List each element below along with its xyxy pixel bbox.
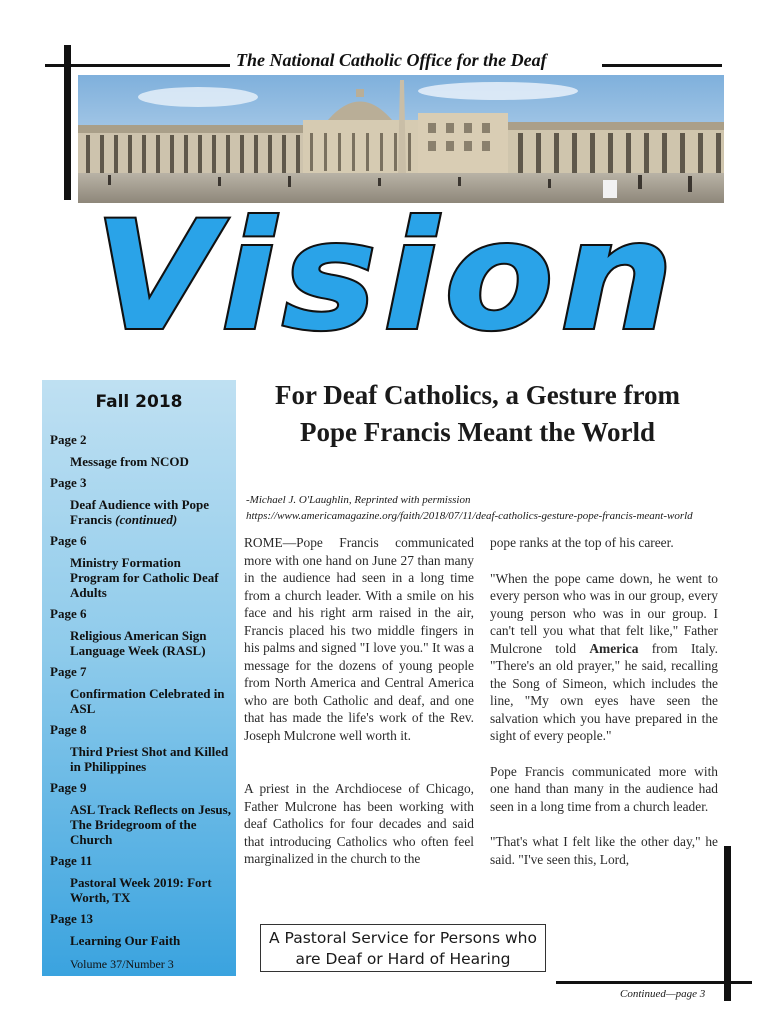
source-url-link[interactable]: https://www.americamagazine.org/faith/2018/07/11/deaf-catholics-gesture-pope-francis-meant-world: [246, 510, 693, 522]
article-paragraph: A priest in the Archdiocese of Chicago, Father Mulcrone has been working with deaf Catholics for four decades and said that introducing Catholics who often feel marginalized in the church to the: [244, 781, 474, 866]
byline-author: -Michael J. O'Laughlin, Reprinted with permission: [246, 494, 471, 506]
toc-item[interactable]: Deaf Audience with Pope Francis (continued): [70, 497, 210, 527]
table-of-contents-sidebar: [42, 380, 236, 976]
article-paragraph: ROME—Pope Francis communicated more with one hand on June 27 than many in the audience had seen in a long time from a church leader. With a smile on his face and his right arm raised in the air, Francis placed his two middle fingers in his palms and signed "I love you." It was a message for the dozens of young people from North America and Central America who are both Catholic and deaf, and one that has made the life's work of the Rev. Joseph Mulcrone well worth it.: [244, 535, 474, 743]
toc-page: Page 2: [50, 432, 87, 447]
st-peters-square-photo: [78, 75, 724, 203]
toc-item[interactable]: Message from NCOD: [70, 454, 189, 469]
toc-page: Page 13: [50, 911, 93, 926]
article-paragraph: pope ranks at the top of his career.: [490, 535, 674, 550]
toc-page: Page 6: [50, 606, 87, 621]
corner-rule-vertical-top: [64, 45, 71, 200]
toc-item[interactable]: Confirmation Celebrated in ASL: [70, 686, 225, 716]
masthead: The National Catholic Office for the Deaf: [236, 50, 547, 70]
article-paragraph: "That's what I felt like the other day," he said. "I've seen this, Lord,: [490, 834, 718, 867]
toc-entries: [50, 432, 232, 954]
vision-title-text: Vision: [94, 192, 680, 362]
volume-number: Volume 37/Number 3: [70, 957, 174, 971]
corner-rule-horizontal-bottom: [556, 981, 752, 984]
article-paragraph: Pope Francis communicated more with one hand than many in the audience had seen in a long time from a church leader.: [490, 763, 718, 814]
article-headline: For Deaf Catholics, a Gesture from Pope Francis Meant the World: [275, 380, 680, 447]
publication-name: America: [589, 640, 639, 656]
toc-item[interactable]: Pastoral Week 2019: Fort Worth, TX: [70, 875, 212, 905]
mission-tagline-box: A Pastoral Service for Persons who are Deaf or Hard of Hearing: [260, 924, 546, 972]
toc-page: Page 9: [50, 780, 87, 795]
article-column-2: [490, 534, 718, 868]
toc-item[interactable]: Third Priest Shot and Killed in Philippines: [70, 744, 229, 774]
toc-item[interactable]: Religious American Sign Language Week (RASL): [70, 628, 207, 658]
toc-page: Page 6: [50, 533, 87, 548]
article-paragraph: "When the pope came down, he went to every person who was in our group, every young person who was in our group. I can't tell you what that felt like," Father Mulcrone told America from Italy. "There's an old prayer," he said, recalling the Song of Simeon, which includes the line, "My own eyes have seen the salvation which you have prepared in the sight of every people.": [490, 570, 718, 743]
toc-page: Page 3: [50, 475, 87, 490]
corner-rule-horizontal-top: [45, 64, 230, 67]
corner-rule-vertical-bottom: [724, 846, 731, 1001]
newsletter-title-vision: [90, 192, 690, 362]
toc-item[interactable]: Ministry Formation Program for Catholic Deaf Adults: [70, 555, 219, 600]
continued-note[interactable]: Continued—page 3: [620, 988, 706, 1000]
toc-item-note: (continued): [115, 512, 178, 527]
article-column-1: [244, 534, 474, 868]
issue-season: Fall 2018: [95, 392, 183, 412]
toc-page: Page 11: [50, 853, 93, 868]
toc-item[interactable]: Learning Our Faith: [70, 933, 181, 948]
masthead-rule-right: [602, 64, 722, 67]
toc-page: Page 7: [50, 664, 87, 679]
toc-item[interactable]: ASL Track Reflects on Jesus, The Bridegroom of the Church: [70, 802, 231, 847]
article-byline: [246, 492, 726, 524]
toc-page: Page 8: [50, 722, 87, 737]
